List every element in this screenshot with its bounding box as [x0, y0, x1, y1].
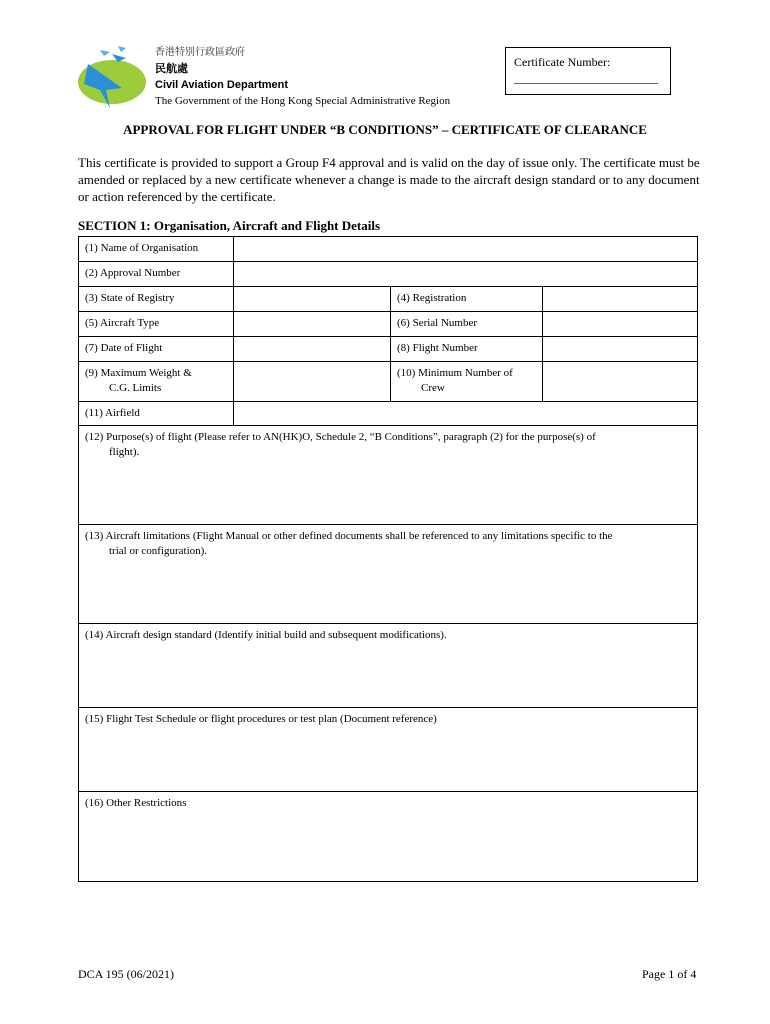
field-minimum-crew[interactable] [543, 362, 698, 402]
field-airfield[interactable] [234, 402, 698, 426]
label-flight-number: (8) Flight Number [391, 337, 543, 362]
label-purpose-line1: (12) Purpose(s) of flight (Please refer to AN(HK)O, Schedule 2, “B Conditions”, paragraph (2) for the purpose(s) of [85, 431, 596, 443]
label-design-standard: (14) Aircraft design standard (Identify initial build and subsequent modifications). [85, 629, 447, 641]
field-other-restrictions[interactable] [79, 792, 698, 882]
details-table [78, 236, 698, 882]
intro-paragraph: This certificate is provided to support a Group F4 approval and is valid on the day of issue only. The certificate must be amended or replaced by a new certificate whenever a change is made to the aircraft design standard or to any document or action referenced by the certificate. [78, 155, 700, 204]
field-purpose-of-flight[interactable] [79, 426, 698, 525]
label-limitations-line1: (13) Aircraft limitations (Flight Manual or other defined documents shall be referenced to any limitations specific to the [85, 530, 613, 542]
header-department: Civil Aviation Department [155, 79, 289, 91]
label-state-of-registry: (3) State of Registry [79, 287, 234, 312]
header-block [155, 45, 450, 109]
header-chinese-dept: 民航處 [155, 62, 188, 75]
row-other-restrictions [79, 792, 698, 882]
label-maximum-weight [79, 362, 234, 402]
label-other-restrictions: (16) Other Restrictions [85, 797, 187, 809]
field-flight-test-schedule[interactable] [79, 708, 698, 792]
field-design-standard[interactable] [79, 624, 698, 708]
label-minimum-crew-line2: Crew [421, 382, 445, 394]
form-code: DCA 195 (06/2021) [78, 967, 174, 981]
field-registration[interactable] [543, 287, 698, 312]
label-approval-number: (2) Approval Number [79, 262, 234, 287]
row-date-flight-number [79, 337, 698, 362]
certificate-number-field[interactable]: ________________________ [514, 71, 658, 85]
label-name-of-organisation: (1) Name of Organisation [79, 237, 234, 262]
field-flight-number[interactable] [543, 337, 698, 362]
section-1-heading: SECTION 1: Organisation, Aircraft and Flight Details [78, 218, 381, 233]
row-aircraft-limitations [79, 525, 698, 624]
label-registration: (4) Registration [391, 287, 543, 312]
row-airfield [79, 402, 698, 426]
label-purpose-line2: flight). [109, 446, 140, 458]
row-name-of-organisation [79, 237, 698, 262]
certificate-number-label: Certificate Number: [514, 55, 611, 69]
row-state-registration [79, 287, 698, 312]
logo-blue-bird-tiny [100, 50, 110, 56]
page-title: APPROVAL FOR FLIGHT UNDER “B CONDITIONS” – CERTIFICATE OF CLEARANCE [123, 122, 647, 137]
label-flight-test-schedule: (15) Flight Test Schedule or flight procedures or test plan (Document reference) [85, 713, 437, 725]
field-date-of-flight[interactable] [234, 337, 391, 362]
label-aircraft-type: (5) Aircraft Type [79, 312, 234, 337]
field-maximum-weight[interactable] [234, 362, 391, 402]
page-number: Page 1 of 4 [642, 967, 697, 981]
field-aircraft-limitations[interactable] [79, 525, 698, 624]
row-purpose [79, 426, 698, 525]
header-chinese-gov: 香港特別行政區政府 [155, 47, 245, 58]
field-aircraft-type[interactable] [234, 312, 391, 337]
cad-logo [76, 44, 158, 110]
field-approval-number[interactable] [234, 262, 698, 287]
label-airfield: (11) Airfield [79, 402, 234, 426]
logo-blue-bird-top [118, 46, 126, 52]
label-maximum-weight-line1: (9) Maximum Weight & [85, 367, 192, 379]
row-approval-number [79, 262, 698, 287]
certificate-number-box [505, 47, 671, 95]
label-minimum-crew-line1: (10) Minimum Number of [397, 367, 513, 379]
field-serial-number[interactable] [543, 312, 698, 337]
row-flight-test-schedule [79, 708, 698, 792]
field-state-of-registry[interactable] [234, 287, 391, 312]
row-aircraft-type-serial [79, 312, 698, 337]
row-design-standard [79, 624, 698, 708]
label-serial-number: (6) Serial Number [391, 312, 543, 337]
label-maximum-weight-line2: C.G. Limits [109, 382, 162, 394]
field-name-of-organisation[interactable] [234, 237, 698, 262]
row-weight-crew [79, 362, 698, 402]
header-government: The Government of the Hong Kong Special Administrative Region [155, 95, 451, 107]
label-limitations-line2: trial or configuration). [109, 545, 208, 557]
label-minimum-crew [391, 362, 543, 402]
label-date-of-flight: (7) Date of Flight [79, 337, 234, 362]
